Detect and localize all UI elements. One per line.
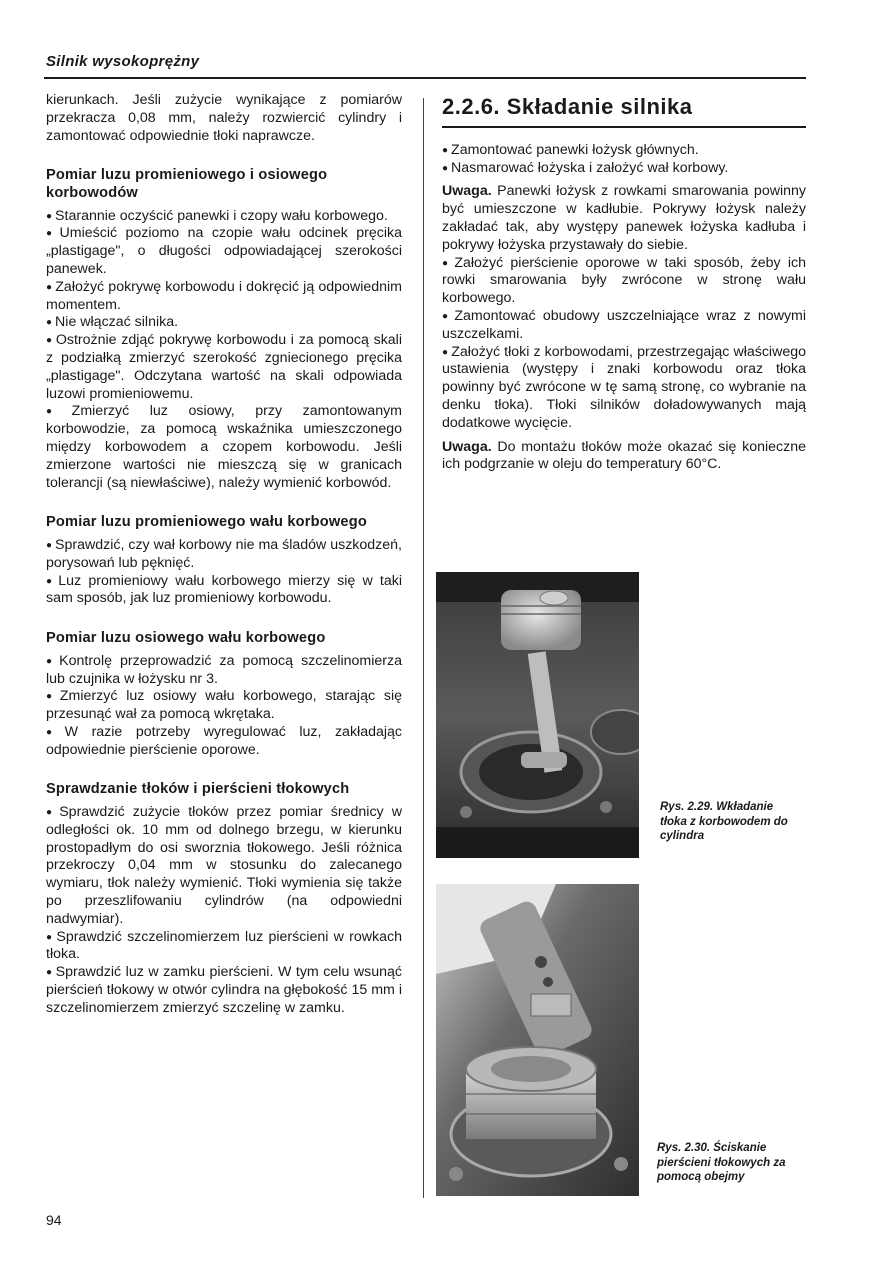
- list-item: ● W razie potrzeby wyregulować luz, zakładając odpowiednie pierścienie oporowe.: [46, 724, 402, 760]
- column-divider: [423, 98, 424, 1198]
- note-text: Panewki łożysk z rowkami smarowania powinny być umieszczone w kadłubie. Pokrywy łożysk należy zakładać tak, aby występy panewek łożyska kadłuba i pokrywy łożyska przystawały do siebie.: [442, 183, 806, 253]
- list-item: ● Kontrolę przeprowadzić za pomocą szczelinomierza lub czujnika w łożysku nr 3.: [46, 653, 402, 689]
- figure-caption: Rys. 2.29. Wkładanie tłoka z korbowodem do cylindra: [660, 801, 788, 842]
- section-heading: Pomiar luzu promieniowego i osiowego korbowodów: [46, 167, 328, 201]
- page-number: 94: [46, 1212, 62, 1228]
- list-item: ● Umieścić poziomo na czopie wału odcinek pręcika „plastigage", o długości odpowiadającej szerokości panewek.: [46, 225, 402, 278]
- intro-paragraph: kierunkach. Jeśli zużycie wynikające z pomiarów przekracza 0,08 mm, należy rozwiercić cylindry i zamontować odpowiednie tłoki naprawcze.: [46, 92, 402, 144]
- list-item: ● Zmierzyć luz osiowy, przy zamontowanym korbowodzie, za pomocą wskaźnika umieszczonego między korbowodem a czopem korbowodu. Jeśli zmierzone wartości nie mieszczą się w granicach tolerancji (są niewłaściwe), należy wymienić korbowód.: [46, 403, 402, 492]
- list-item: ● Sprawdzić zużycie tłoków przez pomiar średnicy w odległości ok. 10 mm od dolnego brzegu, w kierunku prostopadłym do osi sworznia tłokowego. Jeśli różnica przekroczy 0,04 mm w stosunku do zalecanego wymiaru, tłok należy wymienić. Tłoki wymienia się także po przeszlifowaniu cylindrów (na odpowiedni nadwymiar).: [46, 804, 402, 929]
- list-item: ● Luz promieniowy wału korbowego mierzy się w taki sam sposób, jak luz promieniowy korbowodu.: [46, 573, 402, 609]
- list-item: ● Założyć tłoki z korbowodami, przestrzegając właściwego ustawienia (występy i znaki korbowodu oraz tłoka powinny być zwrócone w tę samą stronę, co wybranie na denku tłoka). Tłoki silników doładowywanych mają dodatkowe wycięcie.: [442, 344, 806, 433]
- list-item: ● Nie włączać silnika.: [46, 314, 402, 332]
- note-label: Uwaga.: [442, 183, 492, 200]
- section-title: 2.2.6. Składanie silnika: [442, 94, 693, 119]
- list-item: ● Założyć pierścienie oporowe w taki sposób, żeby ich rowki smarowania były zwrócone w stronę wału korbowego.: [442, 255, 806, 308]
- title-rule: [442, 126, 806, 128]
- list-item: ● Ostrożnie zdjąć pokrywę korbowodu i za pomocą skali z podziałką zmierzyć szerokość zgniecionego pręcika „plastigage". Odczytana wartość na skali odpowiada luzowi promieniowemu.: [46, 332, 402, 403]
- right-column: [442, 92, 806, 474]
- figure-ring-compressor-photo: [436, 884, 639, 1196]
- section-heading: Pomiar luzu promieniowego wału korbowego: [46, 514, 367, 531]
- running-head: Silnik wysokoprężny: [46, 53, 200, 70]
- list-item: ● Zamontować panewki łożysk głównych.: [442, 142, 806, 160]
- section-heading: Sprawdzanie tłoków i pierścieni tłokowych: [46, 781, 350, 798]
- note-label: Uwaga.: [442, 438, 492, 455]
- header-rule: [44, 77, 806, 79]
- figure-caption: Rys. 2.30. Ściskanie pierścieni tłokowych za pomocą obejmy: [657, 1142, 786, 1183]
- note-paragraph: [442, 183, 806, 254]
- list-item: ● Sprawdzić luz w zamku pierścieni. W tym celu wsunąć pierścień tłokowy w otwór cylindra na głębokość 15 mm i szczelinomierzem zmierzyć szczelinę w zamku.: [46, 964, 402, 1017]
- list-item: ● Założyć pokrywę korbowodu i dokręcić ją odpowiednim momentem.: [46, 279, 402, 315]
- list-item: ● Sprawdzić, czy wał korbowy nie ma śladów uszkodzeń, porysowań lub pęknięć.: [46, 537, 402, 573]
- list-item: ● Starannie oczyścić panewki i czopy wału korbowego.: [46, 208, 402, 226]
- list-item: ● Sprawdzić szczelinomierzem luz pierścieni w rowkach tłoka.: [46, 929, 402, 965]
- note-text: Do montażu tłoków może okazać się konieczne ich podgrzanie w oleju do temperatury 60°C.: [442, 438, 806, 473]
- left-column: [46, 92, 402, 1018]
- list-item: ● Nasmarować łożyska i założyć wał korbowy.: [442, 160, 806, 178]
- note-paragraph: [442, 439, 806, 475]
- figure-piston-insertion-photo: [436, 572, 639, 858]
- list-item: ● Zmierzyć luz osiowy wału korbowego, starając się przesunąć wał za pomocą wkrętaka.: [46, 688, 402, 724]
- section-heading: Pomiar luzu osiowego wału korbowego: [46, 630, 326, 647]
- list-item: ● Zamontować obudowy uszczelniające wraz z nowymi uszczelkami.: [442, 308, 806, 344]
